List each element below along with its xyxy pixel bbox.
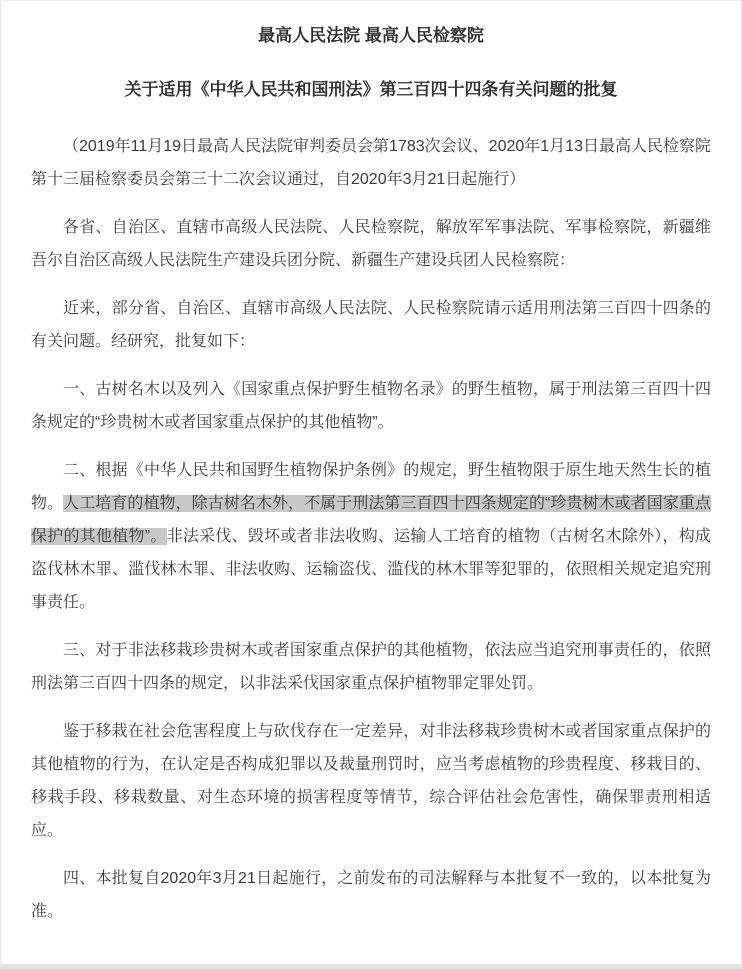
reply-item-1: 一、古树名木以及列入《国家重点保护野生植物名录》的野生植物，属于刑法第三百四十四条规定的“珍贵树木或者国家重点保护的其他植物”。 [31,381,711,431]
addressees: 各省、自治区、直辖市高级人民法院、人民检察院，解放军军事法院、军事检察院，新疆维吾尔自治区高级人民法院生产建设兵团分院、新疆生产建设兵团人民检察院： [31,219,711,269]
document-title: 最高人民法院 最高人民检察院 [258,26,484,45]
reply-item-2 [31,454,711,619]
reply-item-2-lead: 二、根据《中华人民共和国野生植物保护条例》的规定，野生植物限于原生地天然生长的植物。 [31,462,711,512]
preamble: 近来，部分省、自治区、直辖市高级人民法院、人民检察院请示适用刑法第三百四十四条的有关问题。经研究，批复如下： [31,300,711,350]
document-body [1,1,741,969]
selected-text-highlight: 人工培育的植物，除古树名木外，不属于刑法第三百四十四条规定的“珍贵树木或者国家重点保护的其他植物”。 [31,495,711,545]
reply-item-3: 三、对于非法移栽珍贵树木或者国家重点保护的其他植物，依法应当追究刑事责任的，依照刑法第三百四十四条的规定，以非法采伐国家重点保护植物罪定罪处罚。 [31,642,711,692]
document-subtitle: 关于适用《中华人民共和国刑法》第三百四十四条有关问题的批复 [124,80,618,99]
page-bottom-edge [1,964,741,969]
reply-item-4: 四、本批复自2020年3月21日起施行，之前发布的司法解释与本批复不一致的，以本批复为准。 [31,870,711,920]
reply-item-2-rest: 非法采伐、毁坏或者非法收购、运输人工培育的植物（古树名木除外），构成盗伐林木罪、滥伐林木罪、非法收购、运输盗伐、滥伐的林木罪等犯罪的，依照相关规定追究刑事责任。 [31,528,711,611]
adoption-note: （2019年11月19日最高人民法院审判委员会第1783次会议、2020年1月13日最高人民检察院第十三届检察委员会第三十二次会议通过，自2020年3月21日起施行） [31,138,711,188]
transplant-consideration: 鉴于移栽在社会危害程度上与砍伐存在一定差异，对非法移栽珍贵树木或者国家重点保护的其他植物的行为，在认定是否构成犯罪以及裁量刑罚时，应当考虑植物的珍贵程度、移栽目的、移栽手段、移栽数量、对生态环境的损害程度等情节，综合评估社会危害性，确保罪责刑相适应。 [31,723,711,839]
